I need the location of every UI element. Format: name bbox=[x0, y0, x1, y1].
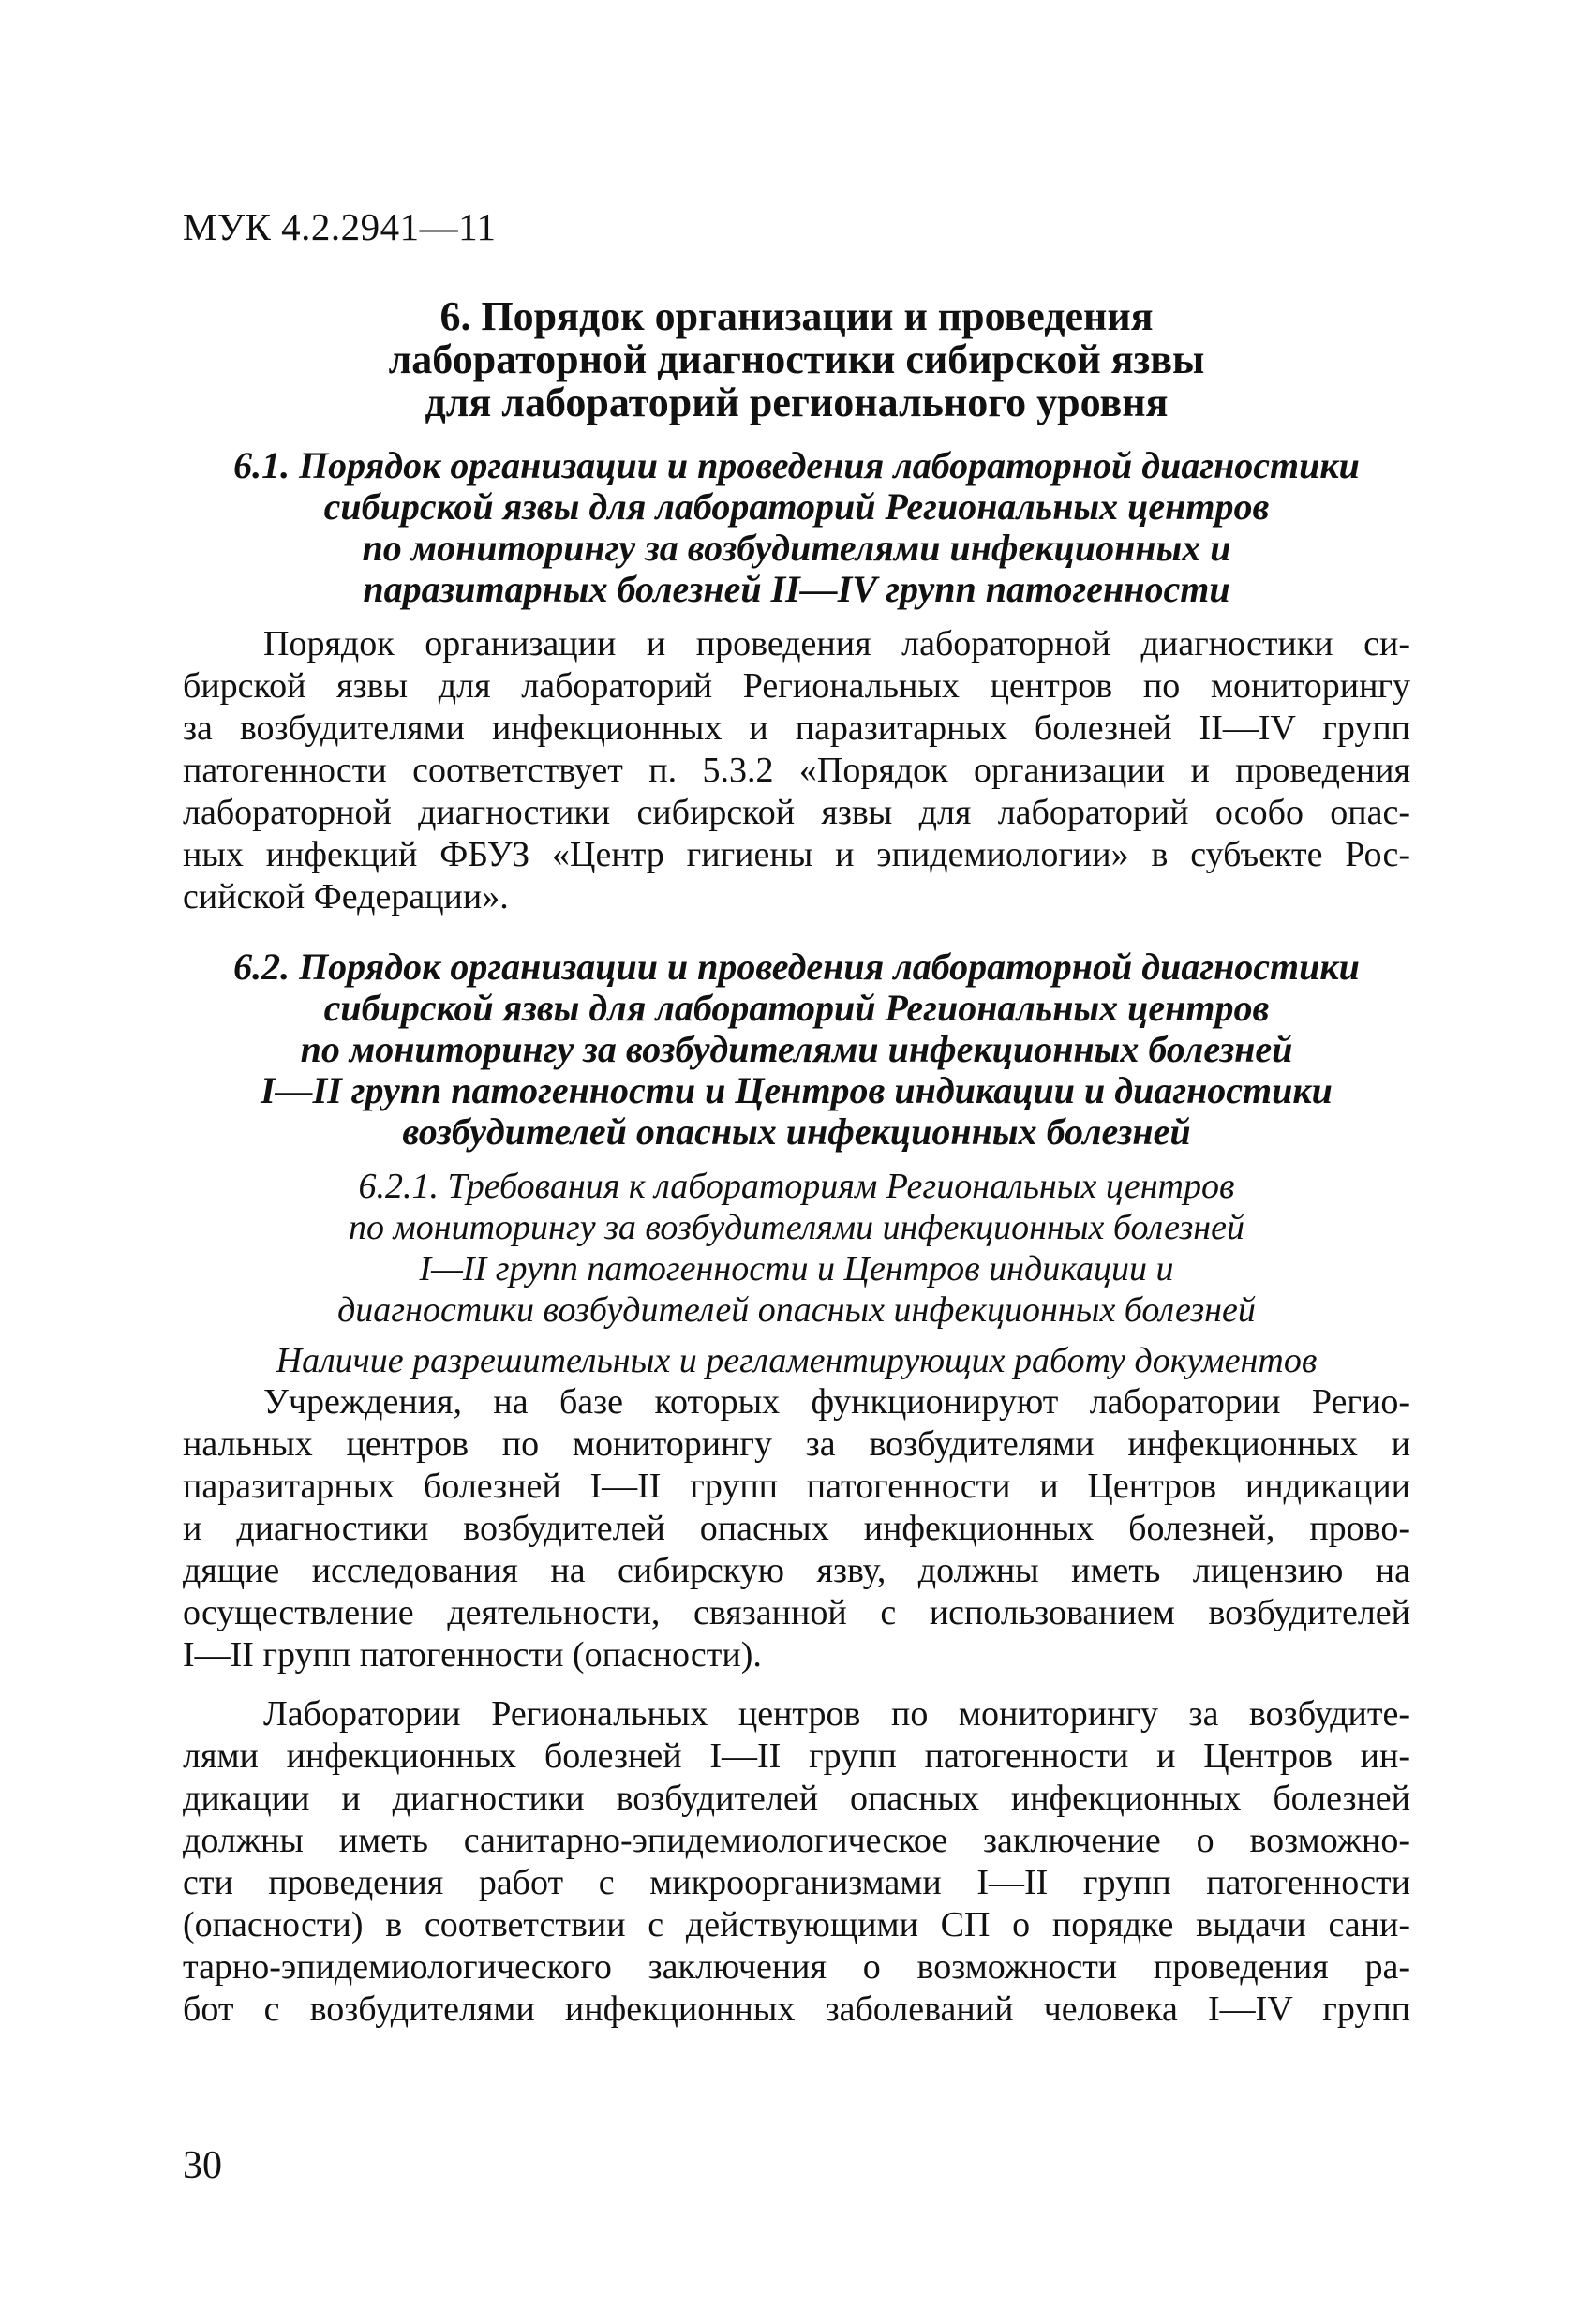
section-6-2-1-title-line: I—II групп патогенности и Центров индикации и bbox=[419, 1249, 1174, 1289]
section-6-1-title bbox=[183, 445, 1410, 610]
paragraph-line: должны иметь санитарно-эпидемиологическое заключение о возможно- bbox=[183, 1821, 1410, 1860]
paragraph-line: I—II групп патогенности (опасности). bbox=[183, 1635, 762, 1675]
paragraph-line: тарно-эпидемиологического заключения о возможности проведения ра- bbox=[183, 1947, 1410, 1987]
paragraph-line: дикации и диагностики возбудителей опасных инфекционных болезней bbox=[183, 1779, 1410, 1818]
paragraph-line: Учреждения, на базе которых функционируют лаборатории Регио- bbox=[263, 1382, 1410, 1422]
page-content bbox=[183, 295, 1410, 2031]
paragraph-line: сти проведения работ с микроорганизмами I—II групп патогенности bbox=[183, 1863, 1410, 1902]
section-6-2-1-title bbox=[183, 1166, 1410, 1331]
paragraph-line: и диагностики возбудителей опасных инфекционных болезней, прово- bbox=[183, 1509, 1410, 1548]
section-6-2-1-paragraph-2 bbox=[183, 1693, 1410, 2031]
section-6-1-title-line: паразитарных болезней II—IV групп патогенности bbox=[363, 568, 1230, 610]
section-6-title-line: 6. Порядок организации и проведения bbox=[439, 293, 1154, 339]
documents-subheading: Наличие разрешительных и регламентирующих работу документов bbox=[276, 1341, 1318, 1380]
section-6-title bbox=[183, 295, 1410, 425]
paragraph-line: патогенности соответствует п. 5.3.2 «Порядок организации и проведения bbox=[183, 751, 1410, 790]
section-6-2-title-line: по мониторингу за возбудителями инфекционных болезней bbox=[300, 1028, 1293, 1070]
section-6-2-title bbox=[183, 946, 1410, 1153]
section-6-title-line: для лабораторий регионального уровня bbox=[425, 380, 1169, 425]
section-6-title-line: лабораторной диагностики сибирской язвы bbox=[388, 336, 1205, 382]
paragraph-line: Порядок организации и проведения лабораторной диагностики си- bbox=[263, 624, 1410, 663]
section-6-2-title-line: I—II групп патогенности и Центров индикации и диагностики bbox=[261, 1069, 1333, 1111]
paragraph-line: Лаборатории Региональных центров по мониторингу за возбудите- bbox=[263, 1694, 1410, 1734]
section-6-2-1-paragraph-1 bbox=[183, 1381, 1410, 1676]
section-6-2-1-title-line: 6.2.1. Требования к лабораториям Региональных центров bbox=[358, 1167, 1235, 1206]
page-number: 30 bbox=[183, 2144, 222, 2187]
paragraph-line: нальных центров по мониторингу за возбудителями инфекционных и bbox=[183, 1424, 1410, 1464]
section-6-2-title-line: 6.2. Порядок организации и проведения лабораторной диагностики bbox=[233, 946, 1360, 988]
section-6-1-title-line: по мониторингу за возбудителями инфекционных и bbox=[362, 527, 1231, 569]
paragraph-line: бирской язвы для лабораторий Региональных центров по мониторингу bbox=[183, 666, 1410, 706]
paragraph-line: сийской Федерации». bbox=[183, 877, 509, 916]
paragraph-line: (опасности) в соответствии с действующими СП о порядке выдачи сани- bbox=[183, 1905, 1410, 1944]
paragraph-line: паразитарных болезней I—II групп патогенности и Центров индикации bbox=[183, 1467, 1410, 1506]
paragraph-line: дящие исследования на сибирскую язву, должны иметь лицензию на bbox=[183, 1551, 1410, 1590]
section-6-2-1-title-line: диагностики возбудителей опасных инфекционных болезней bbox=[337, 1290, 1256, 1330]
section-6-2-title-line: возбудителей опасных инфекционных болезней bbox=[402, 1110, 1191, 1153]
section-6-2-1-title-line: по мониторингу за возбудителями инфекционных болезней bbox=[348, 1208, 1245, 1247]
paragraph-line: лабораторной диагностики сибирской язвы для лабораторий особо опас- bbox=[183, 793, 1410, 832]
section-6-1-title-line: сибирской язвы для лабораторий Региональных центров bbox=[323, 485, 1270, 528]
paragraph-line: бот с возбудителями инфекционных заболеваний человека I—IV групп bbox=[183, 1989, 1410, 2029]
section-6-2-title-line: сибирской язвы для лабораторий Региональных центров bbox=[323, 987, 1270, 1029]
paragraph-line: лями инфекционных болезней I—II групп патогенности и Центров ин- bbox=[183, 1736, 1410, 1776]
section-6-1-title-line: 6.1. Порядок организации и проведения лабораторной диагностики bbox=[233, 444, 1360, 486]
paragraph-line: ных инфекций ФБУЗ «Центр гигиены и эпидемиологии» в субъекте Рос- bbox=[183, 835, 1410, 874]
paragraph-line: осуществление деятельности, связанной с использованием возбудителей bbox=[183, 1593, 1410, 1632]
section-6-1-paragraph bbox=[183, 623, 1410, 918]
document-code-header: МУК 4.2.2941—11 bbox=[183, 205, 497, 248]
paragraph-line: за возбудителями инфекционных и паразитарных болезней II—IV групп bbox=[183, 708, 1410, 748]
